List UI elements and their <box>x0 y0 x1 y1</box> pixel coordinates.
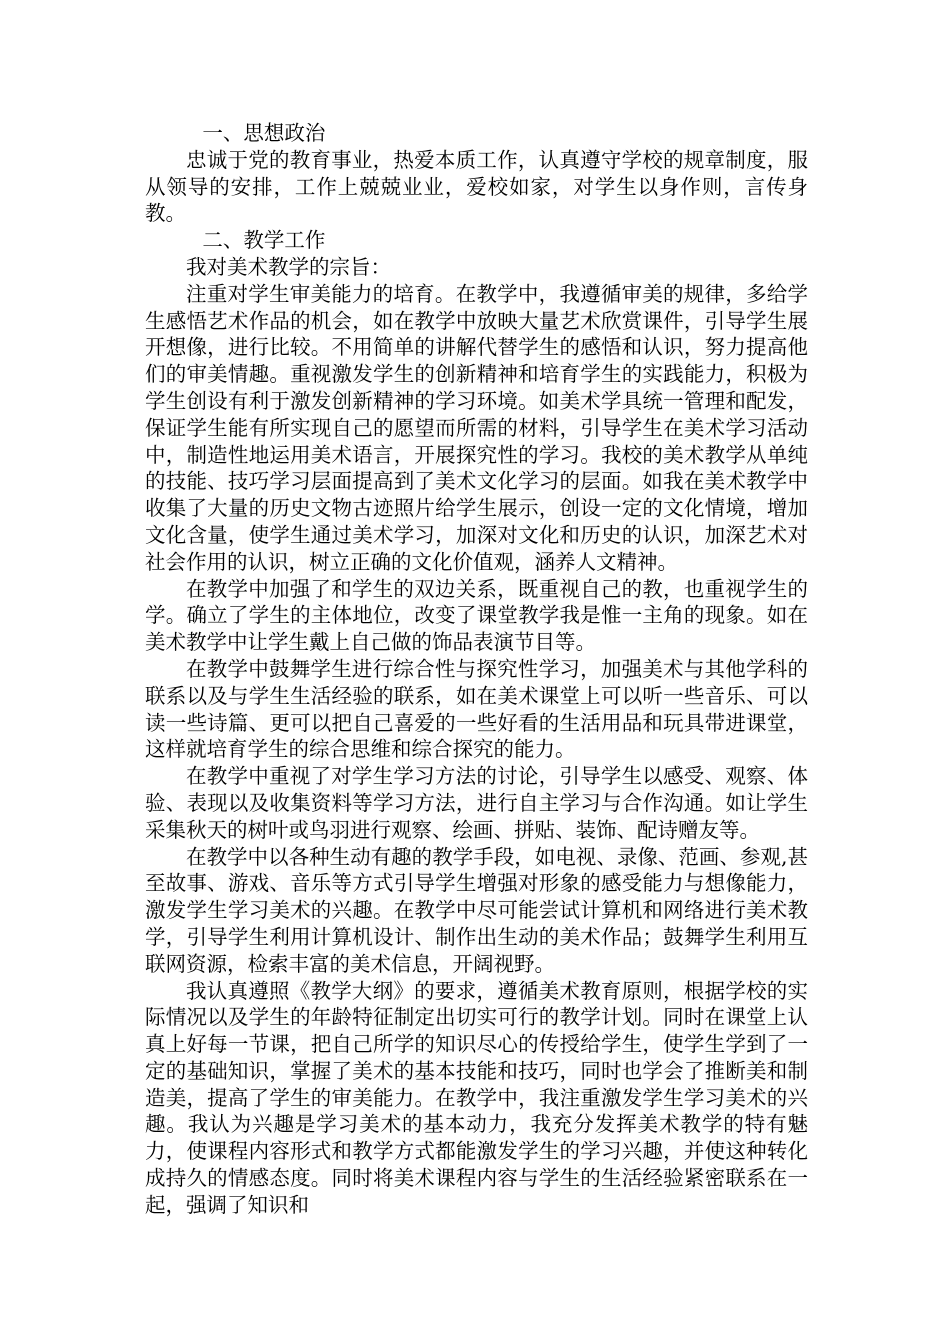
section-heading-politics: 一、思想政治 <box>202 121 326 145</box>
paragraph-teaching-plan: 我认真遵照《教学大纲》的要求，遵循美术教育原则，根据学校的实际情况以及学生的年龄特征制定出切实可行的教学计划。同时在课堂上认真上好每一节课，把自己所学的知识尽心的传授给学生，使学生学到了一定的基础知识，掌握了美术的基本技能和技巧，同时也学会了推断美和制造美，提高了学生的审美能力。在教学中，我注重激发学生学习美术的兴趣。我认为兴趣是学习美术的基本动力，我充分发挥美术教学的特有魅力，使课程内容形式和教学方式都能激发学生的学习兴趣，并使这种转化成持久的情感态度。同时将美术课程内容与学生的生活经验紧密联系在一起，强调了知识和 <box>145 978 808 1217</box>
paragraph-learning-methods: 在教学中重视了对学生学习方法的讨论，引导学生以感受、观察、体验、表现以及收集资料等学习方法，进行自主学习与合作沟通。如让学生采集秋天的树叶或鸟羽进行观察、绘画、拼贴、装饰、配诗赠友等。 <box>145 764 808 842</box>
paragraph-teaching-means: 在教学中以各种生动有趣的教学手段，如电视、录像、范画、参观,甚至故事、游戏、音乐等方式引导学生增强对形象的感受能力与想像能力，激发学生学习美术的兴趣。在教学中尽可能尝试计算机和网络进行美术教学，引导学生利用计算机设计、制作出生动的美术作品；鼓舞学生利用互联网资源，检索丰富的美术信息，开阔视野。 <box>145 844 808 976</box>
paragraph-politics: 忠诚于党的教育事业，热爱本质工作，认真遵守学校的规章制度，服从领导的安排，工作上兢兢业业，爱校如家，对学生以身作则，言传身教。 <box>145 147 808 226</box>
paragraph-aesthetic-ability: 注重对学生审美能力的培育。在教学中，我遵循审美的规律，多给学生感悟艺术作品的机会，如在教学中放映大量艺术欣赏课件，引导学生展开想像，进行比较。不用简单的讲解代替学生的感悟和认识，努力提高他们的审美情趣。重视激发学生的创新精神和培育学生的实践能力，积极为学生创设有利于激发创新精神的学习环境。如美术学具统一管理和配发，保证学生能有所实现自己的愿望而所需的材料，引导学生在美术学习活动中，制造性地运用美术语言，开展探究性的学习。我校的美术教学从单纯的技能、技巧学习层面提高到了美术文化学习的层面。如我在美术教学中收集了大量的历史文物古迹照片给学生展示，创设一定的文化情境，增加文化含量，使学生通过美术学习，加深对文化和历史的认识，加深艺术对社会作用的认识，树立正确的文化价值观，涵养人文精神。 <box>145 281 808 574</box>
paragraph-teaching-aim-intro: 我对美术教学的宗旨： <box>186 254 391 279</box>
paragraph-comprehensive-learning: 在教学中鼓舞学生进行综合性与探究性学习，加强美术与其他学科的联系以及与学生生活经验的联系，如在美术课堂上可以听一些音乐、可以读一些诗篇、更可以把自己喜爱的一些好看的生活用品和玩具带进课堂，这样就培育学生的综合思维和综合探究的能力。 <box>145 656 808 762</box>
paragraph-teacher-student-relation: 在教学中加强了和学生的双边关系，既重视自己的教，也重视学生的学。确立了学生的主体地位，改变了课堂教学我是惟一主角的现象。如在美术教学中让学生戴上自己做的饰品表演节目等。 <box>145 576 808 655</box>
document-page <box>145 120 808 1219</box>
section-heading-teaching: 二、教学工作 <box>202 228 326 253</box>
